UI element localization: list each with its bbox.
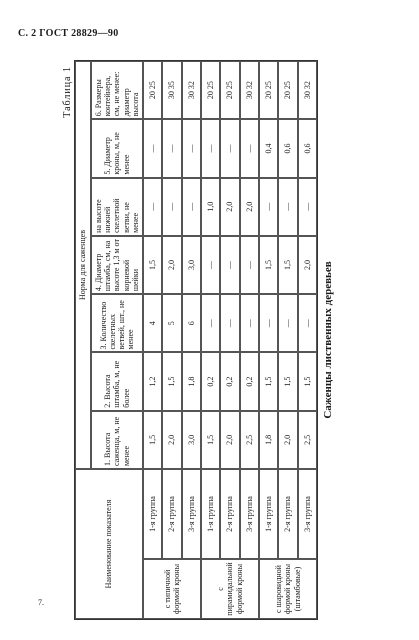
subgroup-header: 2-я группа [278,469,297,559]
subgroup-header: 2-я группа [162,469,181,559]
table-cell: 30 32 [240,61,259,119]
table-cell: 2,5 [298,411,317,469]
table-cell: — [182,119,201,177]
data-table [74,60,318,620]
row-label: 6. Размеры контейнера, см, не менее: диаметр высота [91,61,143,119]
table-cell: 20 25 [278,61,297,119]
table-cell: 2,0 [220,411,239,469]
table-cell: — [298,294,317,352]
subgroup-header: 1-я группа [143,469,162,559]
table-cell: 2,0 [162,236,181,294]
table-cell: 0,2 [240,352,259,410]
table-cell: — [220,294,239,352]
subgroup-header: 2-я группа [220,469,239,559]
table-cell: 0,2 [220,352,239,410]
table-cell: 1,8 [182,352,201,410]
page-header: С. 2 ГОСТ 28829—90 [18,28,119,39]
table-cell: 0,6 [298,119,317,177]
table-cell: 1,5 [143,411,162,469]
table-cell: — [220,119,239,177]
table-cell: 0,2 [201,352,220,410]
table-cell: — [201,119,220,177]
table-cell: — [259,178,278,236]
footer-mark: 7. [38,598,44,607]
table-cell: 1,2 [143,352,162,410]
subgroup-header: 3-я группа [240,469,259,559]
table-cell: 30 32 [298,61,317,119]
table-cell: 2,0 [278,411,297,469]
table-title: Саженцы лиственных деревьев [322,261,334,419]
table-cell: 1,0 [201,178,220,236]
table-cell: 2,0 [298,236,317,294]
table-cell: — [278,294,297,352]
table-cell: — [220,236,239,294]
group-header: с типичной формой кроны [143,559,201,619]
table-cell: 0,4 [259,119,278,177]
table-cell: 1,5 [278,236,297,294]
row-label: 3. Количество скелетных ветвей, шт., не менее [91,294,143,352]
table-cell: 2,0 [162,411,181,469]
row-label: 4. Диаметр штамба, см, на высоте 1,3 м от корневой шейки [91,236,143,294]
table-cell: — [143,119,162,177]
table-cell: 3,0 [182,411,201,469]
table-cell: 4 [143,294,162,352]
table-cell: 30 35 [162,61,181,119]
table-cell: — [162,119,181,177]
table-cell: 1,5 [278,352,297,410]
table-cell: 1,5 [298,352,317,410]
table-cell: — [143,178,162,236]
table-caption: Таблица 1 [62,66,73,118]
table-cell: 2,0 [240,178,259,236]
table-cell: — [240,294,259,352]
rotated-table-area [60,60,380,620]
table-cell: 1,5 [143,236,162,294]
group-header: с пирамидальной формой кроны [201,559,259,619]
subgroup-header: 1-я группа [201,469,220,559]
table-cell: — [162,178,181,236]
table-cell: — [182,178,201,236]
table-cell: 2,0 [220,178,239,236]
table-cell: 5 [162,294,181,352]
table-cell: 1,5 [259,352,278,410]
table-cell: 1,5 [259,236,278,294]
row-label: 5. Диаметр кроны, м, не менее [91,119,143,177]
indicator-header: Наименование показателя [75,469,143,619]
table-cell: — [201,294,220,352]
table-cell: — [298,178,317,236]
table-cell: 1,5 [201,411,220,469]
subgroup-header: 3-я группа [182,469,201,559]
row-label: 1. Высота саженца, м, не менее [91,411,143,469]
table-cell: 1,5 [162,352,181,410]
table-cell: — [240,236,259,294]
table-cell: — [259,294,278,352]
table-cell: 20 25 [259,61,278,119]
row-label: на высоте нижней скелетной ветви, не менее [91,178,143,236]
table-cell: 0,6 [278,119,297,177]
table-cell: 2,5 [240,411,259,469]
table-cell: 30 32 [182,61,201,119]
table-cell: 20 25 [220,61,239,119]
group-header: с шаровидной формой кроны (штамбовые) [259,559,317,619]
table-cell: 20 25 [201,61,220,119]
table-cell: 6 [182,294,201,352]
table-cell: 20 25 [143,61,162,119]
table-cell: — [278,178,297,236]
row-label: 2. Высота штамба, м, не более [91,352,143,410]
subgroup-header: 1-я группа [259,469,278,559]
table-cell: — [201,236,220,294]
subgroup-header: 3-я группа [298,469,317,559]
norm-header: Норма для саженцев [75,61,91,469]
table-cell: 3,0 [182,236,201,294]
table-cell: 1,8 [259,411,278,469]
table-cell: — [240,119,259,177]
